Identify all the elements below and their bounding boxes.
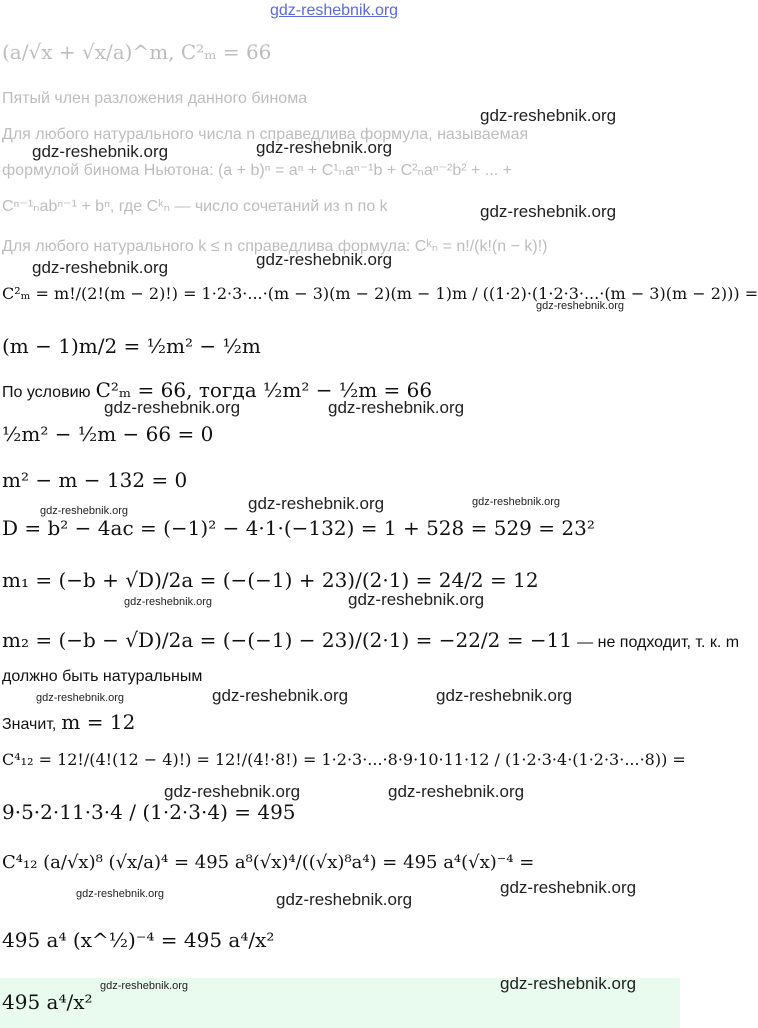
watermark[interactable]: gdz-reshebnik.org <box>256 138 393 157</box>
theory-line-3: Cⁿ⁻¹ₙabⁿ⁻¹ + bⁿ, где Cᵏₙ — число сочетаний из n по k <box>2 198 388 215</box>
theory-line-2: формулой бинома Ньютона: (a + b)ⁿ = aⁿ + C¹ₙaⁿ⁻¹b + C²ₙaⁿ⁻²b² + ... + <box>2 162 512 179</box>
step-combination-formula: C²ₘ = m!/(2!(m − 2)!) = 1·2·3·...·(m − 3)(m − 2)(m − 1)m / ((1·2)·(1·2·3·...·(m − 3)(m − 2))) = <box>2 284 758 303</box>
watermark[interactable]: gdz-reshebnik.org <box>32 142 169 161</box>
condition-math: C²ₘ = 66, тогда ½m² − ½m = 66 <box>95 378 433 402</box>
theory-line-4: Для любого натурального k ≤ n справедлива формула: Cᵏₙ = n!/(k!(n − k)!) <box>2 238 548 255</box>
watermark[interactable]: gdz-reshebnik.org <box>248 494 385 513</box>
step-equation: ½m² − ½m − 66 = 0 <box>2 422 214 446</box>
answer-value: 495 a⁴/x² <box>2 990 93 1014</box>
watermark[interactable]: gdz-reshebnik.org <box>436 686 573 705</box>
watermark[interactable]: gdz-reshebnik.org <box>104 398 241 417</box>
watermark[interactable]: gdz-reshebnik.org <box>536 300 625 312</box>
root-2-math: m₂ = (−b − √D)/2a = (−(−1) − 23)/(2·1) = −22/2 = −11 <box>2 628 573 652</box>
step-discriminant: D = b² − 4ac = (−1)² − 4·1·(−132) = 1 + 528 = 529 = 23² <box>2 516 595 540</box>
step-c-4-12-value: 9·5·2·11·3·4 / (1·2·3·4) = 495 <box>2 800 296 824</box>
step-root-1: m₁ = (−b + √D)/2a = (−(−1) + 23)/(2·1) = 24/2 = 12 <box>2 568 539 592</box>
watermark[interactable]: gdz-reshebnik.org <box>124 596 213 608</box>
watermark[interactable]: gdz-reshebnik.org <box>40 505 129 517</box>
condition-text: По условию <box>2 384 91 401</box>
watermark[interactable]: gdz-reshebnik.org <box>480 106 617 125</box>
watermark[interactable]: gdz-reshebnik.org <box>212 686 349 705</box>
step-fifth-term-simplified: 495 a⁴ (x^½)⁻⁴ = 495 a⁴/x² <box>2 928 275 952</box>
watermark[interactable]: gdz-reshebnik.org <box>480 202 617 221</box>
watermark[interactable]: gdz-reshebnik.org <box>348 590 485 609</box>
watermark[interactable]: gdz-reshebnik.org <box>32 258 169 277</box>
watermark[interactable]: gdz-reshebnik.org <box>256 250 393 269</box>
watermark-top[interactable]: gdz-reshebnik.org <box>270 2 399 19</box>
watermark[interactable]: gdz-reshebnik.org <box>328 398 465 417</box>
watermark[interactable]: gdz-reshebnik.org <box>472 496 561 508</box>
watermark[interactable]: gdz-reshebnik.org <box>100 980 189 992</box>
watermark[interactable]: gdz-reshebnik.org <box>500 974 637 993</box>
watermark[interactable]: gdz-reshebnik.org <box>36 692 125 704</box>
watermark[interactable]: gdz-reshebnik.org <box>164 782 301 801</box>
watermark[interactable]: gdz-reshebnik.org <box>388 782 525 801</box>
watermark[interactable]: gdz-reshebnik.org <box>76 888 165 900</box>
step-c-4-12: C⁴₁₂ = 12!/(4!(12 − 4)!) = 12!/(4!·8!) = 1·2·3·...·8·9·10·11·12 / (1·2·3·4·(1·2·3·...·8)) = <box>2 750 686 769</box>
task-statement: Пятый член разложения данного бинома <box>2 90 308 107</box>
step-quadratic: m² − m − 132 = 0 <box>2 468 188 492</box>
task-expression: (a/√x + √x/a)^m, C²ₘ = 66 <box>2 40 272 64</box>
theory-line-1: Для любого натурального числа n справедлива формула, называемая <box>2 126 529 143</box>
step-conclusion <box>2 710 135 734</box>
watermark[interactable]: gdz-reshebnik.org <box>500 878 637 897</box>
watermark[interactable]: gdz-reshebnik.org <box>276 890 413 909</box>
conclusion-math: m = 12 <box>61 710 136 734</box>
step-fifth-term: C⁴₁₂ (a/√x)⁸ (√x/a)⁴ = 495 a⁸(√x)⁴/((√x)⁸a⁴) = 495 a⁴(√x)⁻⁴ = <box>2 852 535 873</box>
step-root-2 <box>2 628 739 652</box>
conclusion-text: Значит, <box>2 716 57 733</box>
root-2-note: — не подходит, т. к. m <box>577 634 740 651</box>
step-root-2-note: должно быть натуральным <box>2 668 203 685</box>
step-simplified: (m − 1)m/2 = ½m² − ½m <box>2 334 261 358</box>
